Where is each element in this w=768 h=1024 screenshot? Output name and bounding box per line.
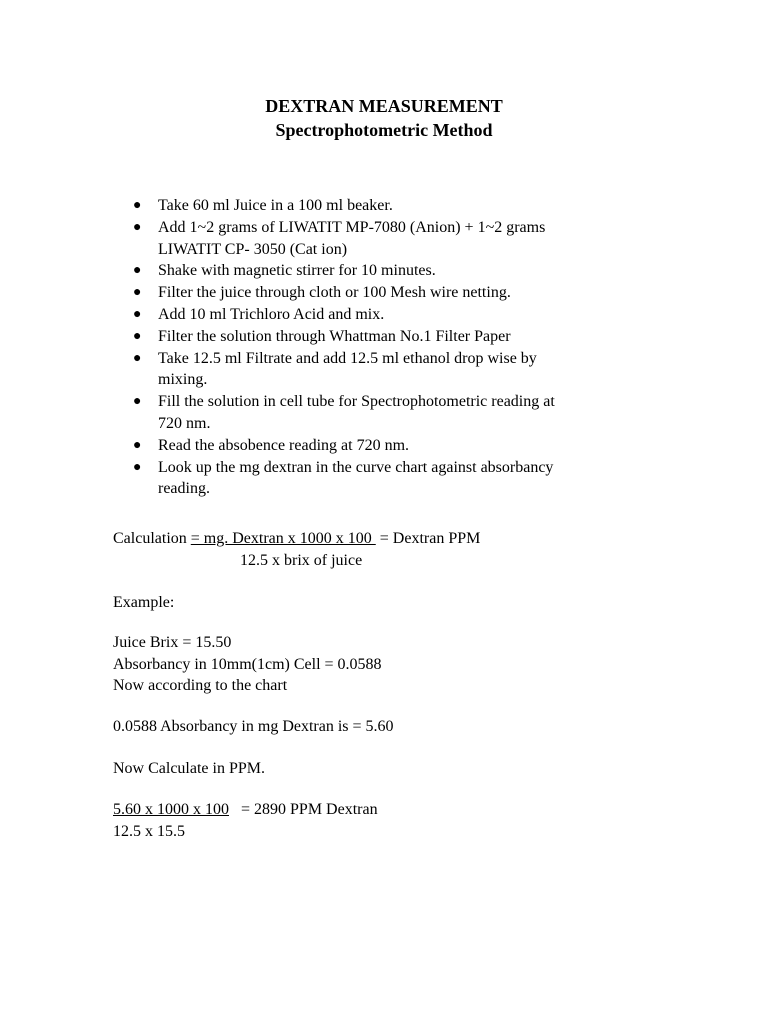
document-subtitle: Spectrophotometric Method <box>275 120 493 140</box>
title-block <box>0 94 768 142</box>
bullet-icon: ● <box>133 437 142 453</box>
list-item: ● Shake with magnetic stirrer for 10 minutes. <box>0 260 560 282</box>
list-item: ● Filter the juice through cloth or 100 Mesh wire netting. <box>0 282 560 304</box>
absorbancy-text: Absorbancy in 10mm(1cm) Cell = 0.0588 <box>113 656 382 673</box>
calculation-label: Calculation <box>113 530 191 547</box>
list-item: ● Filter the solution through Whattman No.1 Filter Paper <box>0 326 560 348</box>
list-item: ● Take 12.5 ml Filtrate and add 12.5 ml ethanol drop wise by mixing. <box>133 349 537 389</box>
example-formula <box>113 799 378 821</box>
bullet-icon: ● <box>133 263 142 279</box>
list-item: ● Read the absobence reading at 720 nm. <box>0 435 560 457</box>
calculation-result: = Dextran PPM <box>375 530 481 547</box>
mg-dextran-text: 0.0588 Absorbancy in mg Dextran is = 5.60 <box>113 718 394 735</box>
example-denominator: 12.5 x 15.5 <box>113 823 185 840</box>
example-result: = 2890 PPM Dextran <box>229 801 378 818</box>
bullet-icon: ● <box>133 198 142 213</box>
bullet-icon: ● <box>133 219 142 235</box>
calculation-denominator: 12.5 x brix of juice <box>240 552 363 569</box>
bullet-icon: ● <box>133 459 142 475</box>
calculation-formula <box>113 528 480 550</box>
list-item: ● Fill the solution in cell tube for Spectrophotometric reading at 720 nm. <box>133 393 555 432</box>
bullet-icon: ● <box>133 328 142 344</box>
juice-brix-text: Juice Brix = 15.50 <box>113 634 232 651</box>
bullet-icon: ● <box>133 350 142 366</box>
procedure-steps-list <box>0 195 560 500</box>
example-heading: Example: <box>113 594 175 611</box>
bullet-icon: ● <box>133 285 142 301</box>
calculate-ppm-text: Now Calculate in PPM. <box>113 760 265 777</box>
bullet-icon: ● <box>133 306 142 322</box>
bullet-icon: ● <box>133 394 142 410</box>
list-item: ● Take 60 ml Juice in a 100 ml beaker. <box>0 195 560 217</box>
chart-note-text: Now according to the chart <box>113 677 288 694</box>
list-item: ● Look up the mg dextran in the curve chart against absorbancy reading. <box>133 458 554 498</box>
list-item: ● Add 10 ml Trichloro Acid and mix. <box>0 304 560 326</box>
list-item: ● Add 1~2 grams of LIWATIT MP-7080 (Anion) + 1~2 grams LIWATIT CP- 3050 (Cat ion) <box>133 218 546 258</box>
document-title: DEXTRAN MEASUREMENT <box>265 96 503 116</box>
calculation-numerator: = mg. Dextran x 1000 x 100 <box>190 530 376 547</box>
example-numerator: 5.60 x 1000 x 100 <box>113 801 229 818</box>
